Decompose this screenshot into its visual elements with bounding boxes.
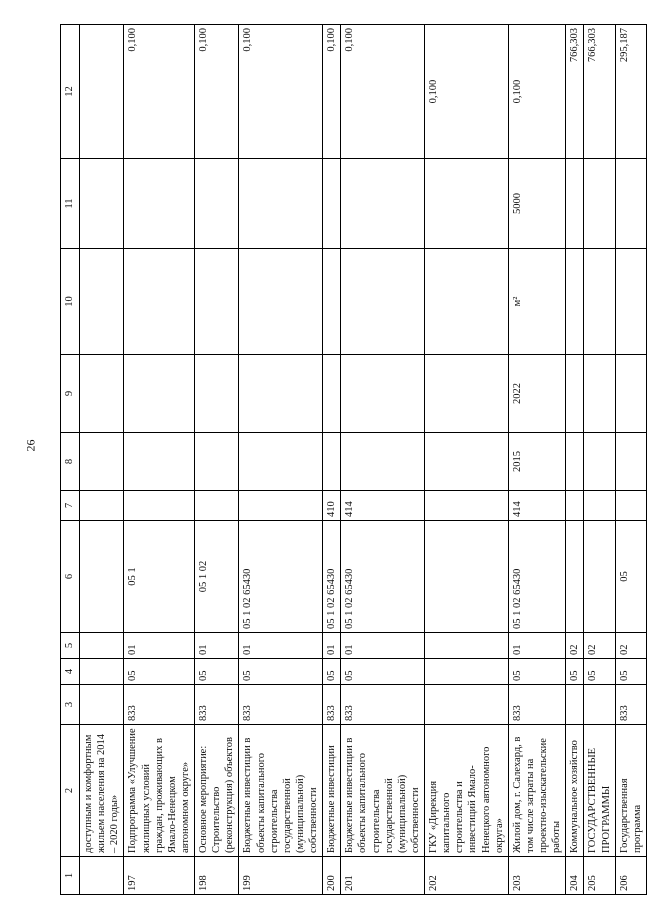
cell-c6: 05 1 02	[195, 521, 239, 633]
cell-c7	[80, 491, 124, 521]
cell-c5: 01	[341, 633, 425, 659]
cell-c9	[124, 355, 195, 433]
cell-c3	[584, 685, 615, 725]
cell-c9	[425, 355, 509, 433]
cell-c10	[584, 249, 615, 355]
row-number: 206	[615, 857, 646, 895]
page-number: 26	[23, 439, 38, 452]
cell-c5: 02	[566, 633, 584, 659]
cell-c6: 05 1 02 65430	[239, 521, 323, 633]
cell-c12: 0,100	[508, 25, 566, 159]
cell-c5	[80, 633, 124, 659]
cell-c3: 833	[508, 685, 566, 725]
cell-c5: 01	[239, 633, 323, 659]
table-row	[341, 25, 425, 895]
col-header: 4	[61, 659, 80, 685]
cell-c4: 05	[584, 659, 615, 685]
table-row	[124, 25, 195, 895]
cell-c3	[566, 685, 584, 725]
col-header: 6	[61, 521, 80, 633]
cell-c4: 05	[508, 659, 566, 685]
cell-c11	[584, 159, 615, 249]
col-header: 8	[61, 433, 80, 491]
cell-c11: 5000	[508, 159, 566, 249]
cell-c8	[80, 433, 124, 491]
cell-c6: 05 1	[124, 521, 195, 633]
row-number: 203	[508, 857, 566, 895]
table-row	[195, 25, 239, 895]
cell-c10	[566, 249, 584, 355]
cell-c6	[584, 521, 615, 633]
cell-c11	[323, 159, 341, 249]
cell-c8	[615, 433, 646, 491]
table-row	[425, 25, 509, 895]
cell-c10	[239, 249, 323, 355]
cell-c12	[80, 25, 124, 159]
cell-c9	[80, 355, 124, 433]
col-header: 5	[61, 633, 80, 659]
cell-c10	[80, 249, 124, 355]
row-name: Основное мероприятие: Строительство (реконструкция) объектов	[195, 725, 239, 857]
cell-c5: 01	[195, 633, 239, 659]
cell-c9	[239, 355, 323, 433]
table-row	[323, 25, 341, 895]
cell-c11	[124, 159, 195, 249]
cell-c11	[195, 159, 239, 249]
col-header: 3	[61, 685, 80, 725]
cell-c4	[425, 659, 509, 685]
row-name: Подпрограмма «Улучшение жилищных условий граждан, проживающих в Ямало-Ненецком автономном округе»	[124, 725, 195, 857]
cell-c7: 410	[323, 491, 341, 521]
col-header: 2	[61, 725, 80, 857]
cell-c3	[425, 685, 509, 725]
cell-c8	[124, 433, 195, 491]
cell-c11	[566, 159, 584, 249]
cell-c5: 02	[615, 633, 646, 659]
cell-c7	[239, 491, 323, 521]
cell-c12: 766,303	[566, 25, 584, 159]
cell-c8	[584, 433, 615, 491]
table-row	[508, 25, 566, 895]
cell-c7: 414	[508, 491, 566, 521]
row-name: Бюджетные инвестиции в объекты капитального строительства государственной (муниципальной) собственности	[341, 725, 425, 857]
cell-c8: 2015	[508, 433, 566, 491]
cell-c7: 414	[341, 491, 425, 521]
cell-c12: 0,100	[124, 25, 195, 159]
row-number	[80, 857, 124, 895]
table-row	[615, 25, 646, 895]
cell-c3	[80, 685, 124, 725]
table-row	[80, 25, 124, 895]
cell-c5: 01	[124, 633, 195, 659]
cell-c4: 05	[195, 659, 239, 685]
cell-c10	[341, 249, 425, 355]
row-number: 201	[341, 857, 425, 895]
cell-c6	[80, 521, 124, 633]
row-number: 202	[425, 857, 509, 895]
row-name: доступным и комфортным жильем населения на 2014 – 2020 годы»	[80, 725, 124, 857]
cell-c11	[615, 159, 646, 249]
cell-c7	[566, 491, 584, 521]
cell-c8	[239, 433, 323, 491]
cell-c5: 01	[508, 633, 566, 659]
cell-c12: 0,100	[341, 25, 425, 159]
cell-c10	[124, 249, 195, 355]
cell-c3: 833	[615, 685, 646, 725]
row-name: Бюджетные инвестиции в объекты капитального строительства государственной (муниципальной) собственности	[239, 725, 323, 857]
row-name: Бюджетные инвестиции	[323, 725, 341, 857]
cell-c8	[341, 433, 425, 491]
cell-c6: 05 1 02 65430	[341, 521, 425, 633]
cell-c7	[195, 491, 239, 521]
cell-c11	[239, 159, 323, 249]
cell-c6: 05 1 02 65430	[508, 521, 566, 633]
cell-c7	[615, 491, 646, 521]
cell-c3: 833	[195, 685, 239, 725]
cell-c8	[566, 433, 584, 491]
row-number: 198	[195, 857, 239, 895]
row-number: 197	[124, 857, 195, 895]
cell-c12: 766,303	[584, 25, 615, 159]
cell-c6	[566, 521, 584, 633]
cell-c11	[341, 159, 425, 249]
cell-c9	[615, 355, 646, 433]
cell-c12: 295,187	[615, 25, 646, 159]
budget-table	[60, 24, 647, 895]
cell-c4	[80, 659, 124, 685]
table-row	[239, 25, 323, 895]
row-name: ГОСУДАРСТВЕННЫЕ ПРОГРАММЫ	[584, 725, 615, 857]
cell-c5: 02	[584, 633, 615, 659]
cell-c9	[566, 355, 584, 433]
cell-c3: 833	[323, 685, 341, 725]
row-number: 205	[584, 857, 615, 895]
cell-c10	[323, 249, 341, 355]
table-row	[584, 25, 615, 895]
header-row	[61, 25, 80, 895]
cell-c7	[124, 491, 195, 521]
cell-c10	[195, 249, 239, 355]
col-header: 7	[61, 491, 80, 521]
cell-c10: м²	[508, 249, 566, 355]
row-number: 204	[566, 857, 584, 895]
cell-c7	[584, 491, 615, 521]
cell-c4: 05	[566, 659, 584, 685]
cell-c4: 05	[124, 659, 195, 685]
cell-c12: 0,100	[425, 25, 509, 159]
cell-c8	[425, 433, 509, 491]
cell-c9	[341, 355, 425, 433]
row-name: Государственная программа	[615, 725, 646, 857]
cell-c6	[425, 521, 509, 633]
cell-c11	[80, 159, 124, 249]
col-header: 9	[61, 355, 80, 433]
cell-c7	[425, 491, 509, 521]
row-name: Жилой дом, г. Салехард, в том числе затраты на проектно-изыскательские работы	[508, 725, 566, 857]
cell-c10	[615, 249, 646, 355]
cell-c4: 05	[239, 659, 323, 685]
cell-c5: 01	[323, 633, 341, 659]
cell-c8	[195, 433, 239, 491]
cell-c11	[425, 159, 509, 249]
cell-c8	[323, 433, 341, 491]
col-header: 1	[61, 857, 80, 895]
col-header: 11	[61, 159, 80, 249]
cell-c4: 05	[341, 659, 425, 685]
cell-c9: 2022	[508, 355, 566, 433]
cell-c10	[425, 249, 509, 355]
cell-c6: 05	[615, 521, 646, 633]
row-name: ГКУ «Дирекция капитального строительства и инвестиций Ямало-Ненецкого автономного округа»	[425, 725, 509, 857]
row-number: 200	[323, 857, 341, 895]
cell-c3: 833	[239, 685, 323, 725]
row-name: Коммунальное хозяйство	[566, 725, 584, 857]
cell-c5	[425, 633, 509, 659]
cell-c9	[323, 355, 341, 433]
cell-c3: 833	[341, 685, 425, 725]
row-number: 199	[239, 857, 323, 895]
col-header: 12	[61, 25, 80, 159]
cell-c4: 05	[615, 659, 646, 685]
cell-c9	[195, 355, 239, 433]
cell-c6: 05 1 02 65430	[323, 521, 341, 633]
col-header: 10	[61, 249, 80, 355]
cell-c12: 0,100	[195, 25, 239, 159]
cell-c9	[584, 355, 615, 433]
cell-c12: 0,100	[323, 25, 341, 159]
cell-c3: 833	[124, 685, 195, 725]
table-row	[566, 25, 584, 895]
cell-c4: 05	[323, 659, 341, 685]
cell-c12: 0,100	[239, 25, 323, 159]
